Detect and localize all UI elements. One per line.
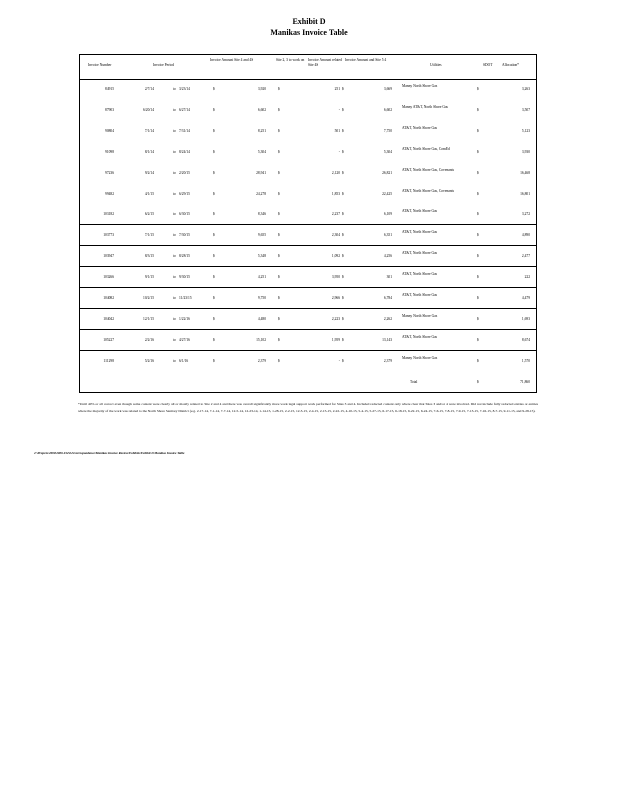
cell-a3: 4,256 (383, 254, 392, 259)
cell-a1: 4,480 (257, 316, 266, 321)
cell-a1: 9,655 (257, 233, 266, 238)
cell-a3: 26,821 (382, 170, 392, 175)
cell-a3: 6,351 (383, 233, 392, 238)
table-row (80, 163, 536, 184)
table-row (80, 204, 536, 225)
cell-d4: $ (477, 212, 479, 217)
cell-a3: 13,143 (382, 337, 392, 342)
table-row (80, 246, 536, 267)
cell-alloc: 1,693 (521, 316, 530, 321)
cell-start: 8/3/15 (144, 254, 154, 259)
cell-d1: $ (213, 191, 215, 196)
cell-d4: $ (477, 191, 479, 196)
cell-start: 9/1/15 (144, 275, 154, 280)
cell-a1: 4,251 (257, 275, 266, 280)
table-row (80, 309, 536, 330)
header-utilities: Utilities (430, 63, 442, 67)
cell-alloc: 5,123 (521, 128, 530, 133)
cell-alloc: 3,507 (521, 107, 530, 112)
cell-d3: $ (342, 87, 344, 91)
cell-num: 99482 (105, 191, 114, 196)
cell-start: 12/1/15 (143, 316, 154, 321)
cell-start: 9/2/14 (144, 170, 154, 175)
cell-util: AT&T, North Shore Gas, Covenants (402, 188, 455, 193)
cell-d4: $ (477, 170, 479, 175)
cell-end: 7/31/14 (179, 128, 190, 133)
cell-num: 103182 (103, 212, 114, 217)
cell-d2: $ (278, 128, 280, 133)
cell-d2: $ (278, 254, 280, 259)
cell-util: AT&T, North Shore Gas (402, 293, 438, 297)
cell-d2: $ (278, 233, 280, 238)
cell-a2: - (338, 149, 340, 154)
cell-d1: $ (213, 87, 215, 91)
cell-d3: $ (342, 254, 344, 259)
cell-end: 3/23/14 (179, 87, 190, 91)
cell-num: 97236 (105, 170, 114, 175)
cell-a1: 2,379 (257, 358, 266, 363)
cell-end: 11/23/15 (179, 296, 192, 300)
cell-alloc: 4,890 (521, 233, 530, 238)
cell-d2: $ (278, 191, 280, 196)
cell-a2: 501 (334, 128, 340, 133)
cell-util: Manny North Shore Gas (402, 313, 438, 318)
cell-d1: $ (213, 358, 215, 363)
cell-a3: 3,669 (383, 87, 392, 91)
cell-d1: $ (213, 107, 215, 112)
table-row (80, 100, 536, 121)
cell-a3: 301 (386, 275, 392, 280)
cell-start: 7/1/14 (144, 128, 154, 133)
cell-d2: $ (278, 275, 280, 280)
cell-a3: 6,602 (383, 107, 392, 112)
cell-d3: $ (342, 107, 344, 112)
period-separator: to (173, 170, 176, 175)
cell-util: AT&T, North Shore Gas (402, 209, 438, 214)
cell-d4: $ (477, 337, 479, 342)
cell-a2: 2,304 (331, 233, 340, 238)
cell-a2: 1,853 (331, 191, 340, 196)
cell-a2: 3,950 (331, 275, 340, 280)
cell-d1: $ (213, 254, 215, 259)
cell-a2: - (338, 358, 340, 363)
cell-a3: 2,379 (383, 358, 392, 363)
cell-num: 104082 (103, 296, 114, 300)
cell-d3: $ (342, 275, 344, 280)
cell-start: 2/2/16 (144, 337, 154, 342)
cell-d1: $ (213, 337, 215, 342)
cell-alloc: 4,479 (521, 296, 530, 300)
cell-d1: $ (213, 128, 215, 133)
cell-a1: 3,920 (257, 87, 266, 91)
table-header (80, 55, 536, 80)
cell-a1: 15,102 (256, 337, 266, 342)
cell-a1: 8,251 (257, 128, 266, 133)
cell-end: 2/20/15 (179, 170, 190, 175)
cell-d3: $ (342, 316, 344, 321)
cell-a2: 1,092 (331, 254, 340, 259)
cell-end: 4/27/16 (179, 337, 190, 342)
cell-alloc: 3,930 (521, 149, 530, 154)
cell-a2: - (338, 107, 340, 112)
cell-d2: $ (278, 149, 280, 154)
period-separator: to (173, 358, 176, 363)
header-invoice-number: Invoice Number (88, 63, 112, 67)
cell-util: Manny AT&T, North Shore Gas (402, 104, 448, 109)
cell-num: 103773 (103, 233, 114, 238)
cell-a2: 2,966 (331, 296, 340, 300)
cell-start: 6/2/15 (144, 212, 154, 217)
cell-util: AT&T, North Shore Gas (402, 125, 438, 130)
cell-num: 90804 (105, 128, 114, 133)
cell-num: 103947 (103, 254, 114, 259)
cell-d2: $ (278, 296, 280, 300)
total-label: Total (410, 380, 418, 384)
cell-a1: 6,602 (257, 107, 266, 112)
cell-a2: 2,120 (331, 170, 340, 175)
cell-d1: $ (213, 212, 215, 217)
cell-d4: $ (477, 296, 479, 300)
cell-d2: $ (278, 337, 280, 342)
cell-d4: $ (477, 128, 479, 133)
cell-d4: $ (477, 254, 479, 259)
cell-d4: $ (477, 87, 479, 91)
cell-d2: $ (278, 87, 280, 91)
header-invoice-amount: Invoice Amount Site 4 and 4S (210, 58, 254, 62)
cell-num: 84915 (105, 87, 114, 91)
table-row (80, 225, 536, 246)
cell-d3: $ (342, 149, 344, 154)
cell-a1: 5,304 (257, 149, 266, 154)
cell-num: 111298 (103, 358, 114, 363)
cell-alloc: 2,477 (521, 254, 530, 259)
cell-a3: 7,750 (383, 128, 392, 133)
cell-util: AT&T, North Shore Gas (402, 272, 438, 277)
cell-d4: $ (477, 107, 479, 112)
period-separator: to (173, 149, 176, 154)
cell-util: Manny North Shore Gas (402, 84, 438, 88)
cell-a1: 28,941 (256, 170, 266, 175)
cell-num: 87903 (105, 107, 114, 112)
cell-a3: 22,425 (382, 191, 392, 196)
cell-start: 2/7/14 (144, 87, 154, 91)
file-path: J:\Projects\2000\2000-014\04\Correspondence\Manikas Invoice Review\Exhibits\Exhibit D Manikas Invoice Table (34, 451, 185, 455)
period-separator: to (173, 87, 176, 91)
cell-d1: $ (213, 316, 215, 321)
period-separator: to (173, 296, 176, 300)
header-invoice-amount-site: Invoice Amount and Site 5 4 (345, 58, 387, 62)
cell-end: 7/30/15 (179, 233, 190, 238)
table-row (80, 142, 536, 163)
cell-num: 105227 (103, 337, 114, 342)
table-row (80, 79, 536, 100)
cell-d4: $ (477, 233, 479, 238)
cell-end: 8/28/15 (179, 254, 190, 259)
exhibit-title: Exhibit D (292, 17, 326, 26)
cell-a2: 1,959 (331, 337, 340, 342)
period-separator: to (173, 191, 176, 196)
total-row (80, 372, 536, 392)
cell-d2: $ (278, 316, 280, 321)
cell-alloc: 3,263 (521, 87, 530, 91)
cell-alloc: 3,272 (521, 212, 530, 217)
cell-d2: $ (278, 170, 280, 175)
cell-d3: $ (342, 358, 344, 363)
cell-start: 8/1/14 (144, 149, 154, 154)
table-row (80, 351, 536, 372)
header-sdot: SDOT (483, 63, 493, 67)
cell-num: 91098 (105, 149, 114, 154)
cell-d2: $ (278, 212, 280, 217)
cell-end: 6/29/15 (179, 191, 190, 196)
cell-a1: 8,346 (257, 212, 266, 217)
cell-end: 1/22/16 (179, 316, 190, 321)
cell-start: 7/1/15 (144, 233, 154, 238)
header-site-related: Site 2, 3 to work on (276, 58, 305, 62)
period-separator: to (173, 128, 176, 133)
period-separator: to (173, 254, 176, 259)
cell-end: 8/24/14 (179, 149, 190, 154)
cell-a2: 251 (334, 87, 340, 91)
cell-d3: $ (342, 191, 344, 196)
cell-d3: $ (342, 128, 344, 133)
cell-d3: $ (342, 212, 344, 217)
cell-num: 104042 (103, 316, 114, 321)
cell-end: 6/27/14 (179, 107, 190, 112)
total-value: 71,860 (520, 380, 530, 384)
cell-d1: $ (213, 149, 215, 154)
cell-d2: $ (278, 358, 280, 363)
cell-alloc: 8,674 (521, 337, 530, 342)
cell-d4: $ (477, 149, 479, 154)
total-dollar: $ (477, 380, 479, 384)
header-invoice-period: Invoice Period (153, 63, 175, 67)
cell-alloc: 16,801 (520, 191, 530, 196)
cell-end: 6/1/16 (179, 358, 189, 363)
cell-a3: 5,304 (383, 149, 392, 154)
cell-a1: 9,750 (257, 296, 266, 300)
cell-d1: $ (213, 275, 215, 280)
period-separator: to (173, 107, 176, 112)
cell-d1: $ (213, 296, 215, 300)
cell-start: 6/20/14 (143, 107, 154, 112)
header-invoice-amount-related: Invoice Amount related Site 4S (308, 58, 342, 67)
cell-d3: $ (342, 233, 344, 238)
cell-a3: 6,109 (383, 212, 392, 217)
cell-a1: 5,348 (257, 254, 266, 259)
invoice-table (79, 54, 537, 393)
cell-util: AT&T, North Shore Gas, ComEd (402, 146, 450, 151)
cell-util: AT&T, North Shore Gas (402, 230, 438, 235)
cell-util: AT&T, North Shore Gas (402, 251, 438, 256)
table-row (80, 267, 536, 288)
header-allocation: Allocation* (502, 63, 519, 67)
cell-d1: $ (213, 233, 215, 238)
cell-a1: 24,278 (256, 191, 266, 196)
cell-a3: 6,784 (383, 296, 392, 300)
cell-start: 10/2/15 (143, 296, 154, 300)
table-row (80, 121, 536, 142)
cell-a2: 2,223 (331, 316, 340, 321)
cell-alloc: 1,570 (521, 358, 530, 363)
exhibit-subtitle: Manikas Invoice Table (270, 28, 348, 37)
cell-end: 9/30/15 (179, 275, 190, 280)
cell-d3: $ (342, 170, 344, 175)
cell-util: AT&T, North Shore Gas, Covenants (402, 167, 455, 172)
cell-d3: $ (342, 337, 344, 342)
cell-util: Manny North Shore Gas (402, 355, 438, 360)
table-row (80, 330, 536, 351)
period-separator: to (173, 275, 176, 280)
cell-d3: $ (342, 296, 344, 300)
cell-num: 103266 (103, 275, 114, 280)
cell-d2: $ (278, 107, 280, 112)
period-separator: to (173, 233, 176, 238)
cell-a3: 2,262 (383, 316, 392, 321)
footnote: *Until 40% or all correct even though some content were clearly all or mostly related to Site 2 and 4 and there was overall significantly more work legal support work performed for Sites 3 and 4. Included redacted content only where clear that Sites 3 and/or 4 were involved. Did not include fully redacted entries or entries where the majority of the work was related to the North Shore Sanitary District (e.g. 2-17-14, 7-1-14, 7-7-14, 12-5-14, 12-23-14, 1-14-15, 1-28-15, 2-2-15, 12-3-15, 2-4-15, 2-15-15, 2-22-15, 4-10-15, 5-4-15, 5-27-15, 6-17-15, 6-18-15, 6-22-15, 6-24-15, 7-6-15, 7-8-15, 7-9-15, 7-13-15, 7-16-15, 8-7-15, 9-11-15, and 9-28-15). (78, 402, 538, 413)
cell-d4: $ (477, 316, 479, 321)
table-row (80, 184, 536, 205)
cell-start: 5/2/16 (144, 358, 154, 363)
table-row (80, 288, 536, 309)
cell-alloc: 16,468 (520, 170, 530, 175)
cell-a2: 2,237 (331, 212, 340, 217)
cell-start: 4/1/15 (144, 191, 154, 196)
cell-d4: $ (477, 358, 479, 363)
cell-d1: $ (213, 170, 215, 175)
cell-d4: $ (477, 275, 479, 280)
period-separator: to (173, 337, 176, 342)
cell-util: AT&T, North Shore Gas (402, 334, 438, 339)
cell-alloc: 222 (524, 275, 530, 280)
period-separator: to (173, 212, 176, 217)
cell-end: 6/30/15 (179, 212, 190, 217)
period-separator: to (173, 316, 176, 321)
